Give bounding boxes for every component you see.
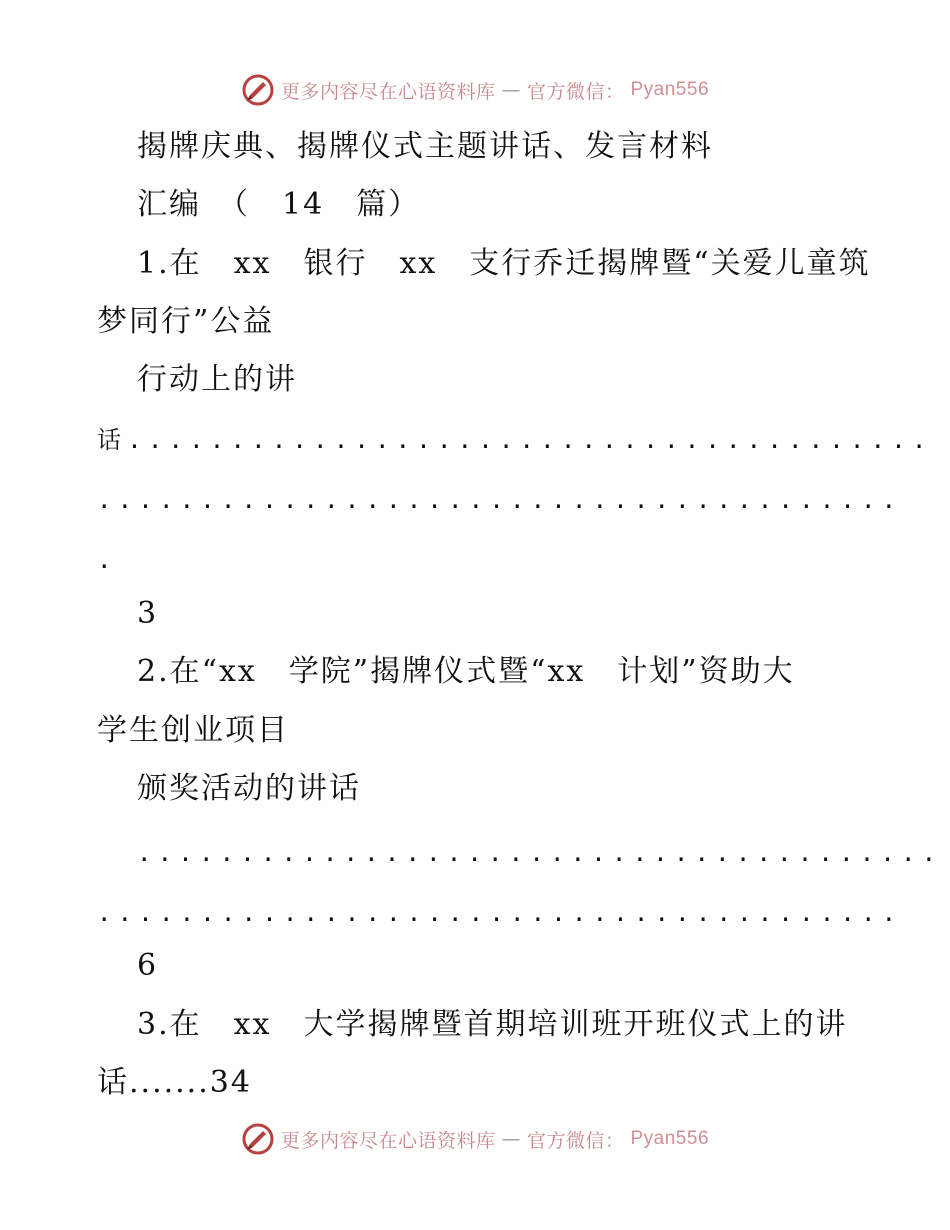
banner-site-text: 更多内容尽在心语资料库 bbox=[280, 1129, 496, 1152]
banner-wechat-label: 官方微信： bbox=[526, 80, 625, 103]
toc-entry-2-leader2: ....................................... bbox=[97, 899, 903, 927]
toc-entry-2-line1: 2.在“xx 学院”揭牌仪式暨“xx 计划”资助大 bbox=[137, 654, 795, 689]
toc-entry-2-line3: 颁奖活动的讲话 bbox=[137, 771, 361, 806]
toc-entry-2-leader1: ....................................... bbox=[137, 839, 943, 867]
toc-entry-2-line2: 学生创业项目 bbox=[97, 713, 289, 748]
banner-site-text: 更多内容尽在心语资料库 bbox=[280, 80, 496, 103]
toc-entry-1-leader3: . bbox=[97, 546, 118, 574]
toc-entry-1-leader2: ....................................... bbox=[97, 486, 903, 514]
brand-logo-icon bbox=[241, 1122, 275, 1156]
toc-entry-1-line3: 行动上的讲 bbox=[137, 362, 297, 397]
toc-entry-1-page: 3 bbox=[137, 596, 159, 631]
toc-entry-3-line1: 3.在 xx 大学揭牌暨首期培训班开班仪式上的讲 bbox=[137, 1007, 848, 1042]
footer-watermark-banner bbox=[0, 1117, 950, 1161]
document-title-line2: 汇编 （ 14 篇） bbox=[137, 187, 421, 222]
banner-wechat-id: Pyan556 bbox=[630, 79, 710, 100]
brand-logo-icon bbox=[241, 73, 275, 107]
toc-entry-1-leader1: 话....................................... bbox=[97, 426, 933, 454]
banner-wechat-label: 官方微信： bbox=[526, 1129, 625, 1152]
header-watermark-banner bbox=[0, 68, 950, 112]
toc-entry-1-line2: 梦同行”公益 bbox=[97, 304, 275, 339]
banner-wechat-id: Pyan556 bbox=[630, 1128, 710, 1149]
toc-entry-2-page: 6 bbox=[137, 948, 159, 983]
toc-entry-1-line1: 1.在 xx 银行 xx 支行乔迁揭牌暨“关爱儿童筑 bbox=[137, 246, 871, 281]
banner-dash: — bbox=[501, 79, 521, 101]
document-title-line1: 揭牌庆典、揭牌仪式主题讲话、发言材料 bbox=[137, 129, 713, 164]
toc-entry-3-line2: 话.......34 bbox=[97, 1065, 252, 1100]
banner-dash: — bbox=[501, 1128, 521, 1150]
